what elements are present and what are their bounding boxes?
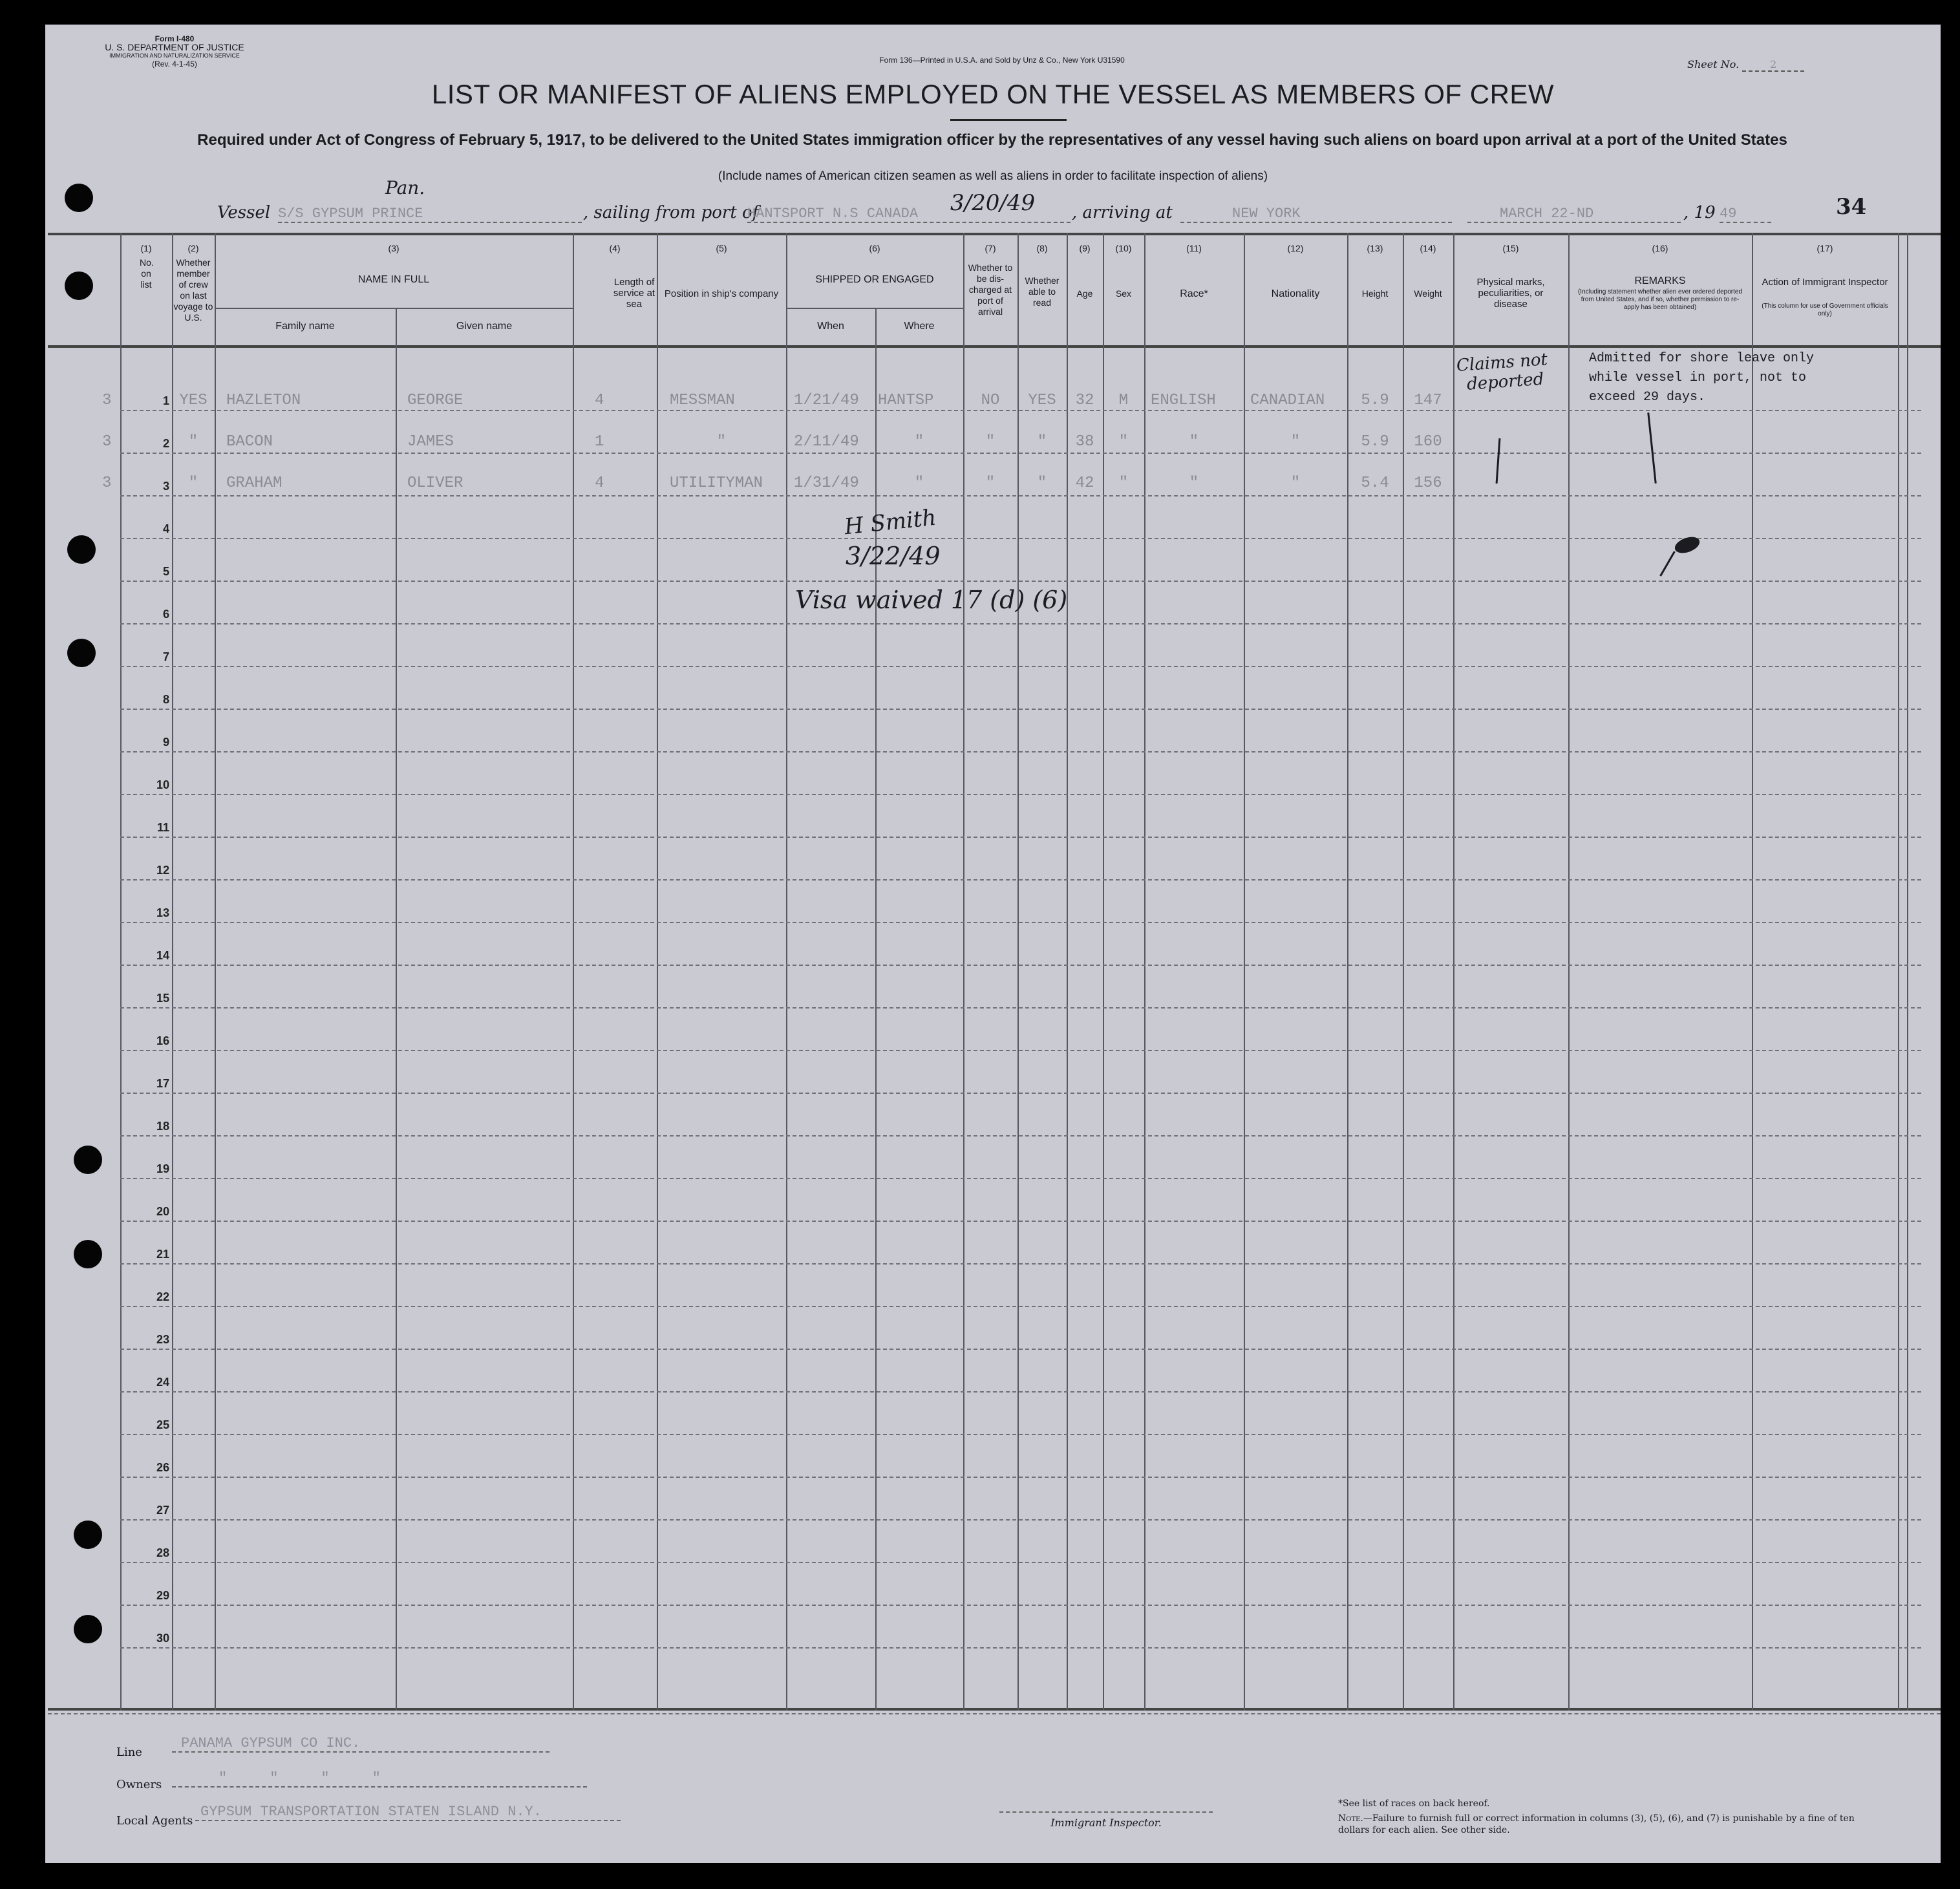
nationality-cell: "	[1290, 475, 1301, 492]
remarks-line: Admitted for shore leave only	[1589, 351, 1815, 366]
vessel-value: S/S GYPSUM PRINCE	[278, 206, 582, 223]
shipped-when-cell: 1/21/49	[794, 392, 859, 409]
owners-value: " " " "	[172, 1770, 587, 1788]
remarks-typed	[1589, 349, 1814, 407]
agency-name: U. S. DEPARTMENT OF JUSTICE	[105, 42, 244, 52]
page-stamp: 34	[1836, 194, 1867, 220]
column-number: (16)	[1652, 243, 1668, 253]
column-header-nationality: Nationality	[1271, 288, 1320, 299]
binder-hole	[65, 184, 93, 212]
shipped-where-cell: "	[914, 433, 924, 451]
row-rule	[120, 1605, 1921, 1606]
given-name-cell: GEORGE	[407, 392, 463, 409]
binder-hole	[67, 639, 96, 667]
row-number: 30	[156, 1632, 169, 1645]
column-header-last-voyage: Whether member of crew on last voyage to U.S.	[173, 257, 213, 323]
sex-cell: "	[1118, 475, 1129, 492]
agents-value: GYPSUM TRANSPORTATION STATEN ISLAND N.Y.	[195, 1804, 621, 1821]
column-header-family-name: Family name	[275, 321, 335, 332]
row-prefix: 3	[102, 392, 112, 409]
discharged-cell: "	[985, 433, 996, 451]
inspector-signature-line	[999, 1811, 1213, 1813]
last-voyage-cell: YES	[179, 392, 208, 409]
sailing-annotation: 3/20/49	[950, 190, 1036, 216]
note-text: —Failure to furnish full or correct information in columns (3), (5), (6), and (7) is punishable by a fine of ten dollars for each alien. See other side.	[1338, 1813, 1855, 1835]
binder-hole	[74, 1146, 102, 1174]
service-cell: 4	[595, 392, 604, 409]
column-divider	[1144, 233, 1145, 1711]
visa-waived-note: Visa waived 17 (d) (6)	[795, 586, 1068, 614]
discharged-cell: NO	[981, 392, 1000, 409]
height-cell: 5.4	[1361, 475, 1389, 492]
weight-cell: 147	[1414, 392, 1442, 409]
row-rule	[120, 965, 1921, 966]
last-voyage-cell: "	[188, 433, 198, 451]
row-rule	[120, 794, 1921, 795]
row-number: 20	[156, 1205, 169, 1218]
column-number: (12)	[1287, 243, 1304, 253]
column-header-inspector-action: Action of Immigrant Inspector	[1762, 277, 1888, 288]
column-number: (1)	[140, 243, 152, 253]
position-cell: "	[716, 433, 727, 451]
family-name-cell: BACON	[226, 433, 273, 451]
weight-cell: 156	[1414, 475, 1442, 492]
row-number: 29	[156, 1589, 169, 1602]
form-title: LIST OR MANIFEST OF ALIENS EMPLOYED ON THE VESSEL AS MEMBERS OF CREW	[431, 79, 1555, 109]
row-rule	[120, 1178, 1921, 1179]
row-number: 10	[156, 778, 169, 791]
column-divider	[1907, 233, 1908, 1711]
printer-line: Form 136—Printed in U.S.A. and Sold by Unz & Co., New York U31590	[879, 56, 1125, 65]
column-header-height: Height	[1361, 288, 1389, 299]
row-number: 8	[162, 693, 169, 706]
shipped-when-cell: 2/11/49	[794, 433, 859, 451]
row-number: 22	[156, 1290, 169, 1303]
form-identification	[91, 35, 259, 69]
race-cell: "	[1189, 433, 1199, 451]
row-number: 18	[156, 1120, 169, 1133]
vessel-label: Vessel	[217, 203, 271, 222]
form-number: Form I-480	[154, 34, 195, 43]
column-header-race: Race*	[1180, 288, 1208, 299]
column-divider	[1244, 233, 1245, 1711]
form-subtitle: Required under Act of Congress of February 5, 1917, to be delivered to the United States immigration officer by the representatives of any vessel having such aliens on board upon arrival at a port of the United States	[197, 131, 1787, 149]
row-rule	[120, 538, 1921, 539]
arriving-value: NEW YORK	[1180, 206, 1452, 223]
row-number: 19	[156, 1162, 169, 1175]
row-number: 12	[156, 864, 169, 877]
row-number: 2	[162, 437, 169, 450]
column-divider	[172, 233, 173, 1711]
row-number: 26	[156, 1461, 169, 1474]
column-number: (2)	[187, 243, 199, 253]
inspector-signature-date: 3/22/49	[846, 542, 941, 570]
row-number: 3	[162, 480, 169, 493]
row-rule	[120, 666, 1921, 667]
column-divider	[573, 233, 574, 1711]
discharged-cell: "	[985, 475, 996, 492]
column-divider	[1752, 233, 1753, 1711]
sheet-label: Sheet No.	[1687, 58, 1740, 70]
physical-marks-line: deported	[1466, 369, 1545, 394]
column-number: (11)	[1186, 243, 1202, 253]
column-number: (10)	[1115, 243, 1132, 253]
row-prefix: 3	[102, 433, 112, 451]
row-rule	[120, 879, 1921, 880]
row-number: 7	[162, 650, 169, 663]
column-number: (8)	[1036, 243, 1048, 253]
service-cell: 1	[595, 433, 604, 451]
footer-rule	[48, 1713, 1941, 1716]
column-header-remarks: REMARKS	[1634, 275, 1686, 286]
column-header-where: Where	[904, 321, 935, 332]
binder-hole	[67, 535, 96, 564]
column-header-age: Age	[1076, 288, 1093, 299]
shipped-when-cell: 1/31/49	[794, 475, 859, 492]
column-number: (17)	[1816, 243, 1833, 253]
column-divider	[396, 308, 397, 1711]
column-divider	[1017, 233, 1019, 1711]
column-divider	[1067, 233, 1068, 1711]
row-number: 5	[162, 565, 169, 578]
column-header-discharged: Whether to be dis-charged at port of arrival	[968, 262, 1013, 317]
arrival-date-value: MARCH 22-ND	[1467, 206, 1681, 223]
race-cell: ENGLISH	[1151, 392, 1216, 409]
year-prefix: , 19	[1683, 203, 1716, 222]
row-rule	[120, 1434, 1921, 1435]
weight-cell: 160	[1414, 433, 1442, 451]
row-number: 4	[162, 522, 169, 535]
column-number: (3)	[388, 243, 399, 253]
column-divider	[1898, 233, 1899, 1711]
row-rule	[120, 1050, 1921, 1051]
header-bottom-rule	[48, 345, 1941, 348]
column-header-name-in-full: NAME IN FULL	[357, 274, 430, 285]
column-header-physical-marks: Physical marks, peculiarities, or disease	[1476, 277, 1545, 310]
column-divider	[657, 233, 658, 1711]
column-number: (13)	[1367, 243, 1383, 253]
column-divider	[1347, 233, 1348, 1711]
given-name-cell: JAMES	[407, 433, 454, 451]
row-rule	[120, 1263, 1921, 1265]
binder-hole	[74, 1240, 102, 1268]
column-divider	[1453, 233, 1454, 1711]
height-cell: 5.9	[1361, 392, 1389, 409]
form-revision: (Rev. 4-1-45)	[152, 59, 197, 69]
column-divider	[1568, 233, 1570, 1711]
row-rule	[120, 1221, 1921, 1222]
column-divider	[215, 233, 216, 1711]
inspector-label: Immigrant Inspector.	[1050, 1817, 1162, 1829]
given-name-cell: OLIVER	[407, 475, 463, 492]
row-rule	[120, 495, 1921, 496]
column-header-no-on-list: No. on list	[140, 257, 154, 290]
owners-label: Owners	[116, 1778, 162, 1791]
shipped-where-cell: "	[914, 475, 924, 492]
row-rule	[120, 1306, 1921, 1307]
column-number: (14)	[1420, 243, 1436, 253]
line-label: Line	[116, 1745, 142, 1759]
ink-stroke	[1659, 551, 1676, 577]
height-cell: 5.9	[1361, 433, 1389, 451]
column-header-position: Position in ship's company	[664, 288, 779, 299]
row-rule	[120, 1562, 1921, 1563]
row-number: 17	[156, 1077, 169, 1090]
family-name-cell: GRAHAM	[226, 475, 282, 492]
row-rule	[120, 1647, 1921, 1649]
column-header-length-of-service: Length of service at sea	[613, 277, 655, 310]
binder-hole	[65, 272, 93, 300]
row-rule	[120, 623, 1921, 624]
row-rule	[120, 1135, 1921, 1137]
row-number: 13	[156, 906, 169, 919]
row-number: 28	[156, 1546, 169, 1559]
remarks-line: while vessel in port, not to	[1589, 370, 1807, 385]
column-header-able-to-read: Whether able to read	[1025, 275, 1060, 308]
binder-hole	[74, 1615, 102, 1643]
line-value: PANAMA GYPSUM CO INC.	[172, 1735, 549, 1753]
row-number: 16	[156, 1034, 169, 1047]
row-number: 27	[156, 1504, 169, 1517]
column-divider	[1403, 233, 1404, 1711]
service-cell: 4	[595, 475, 604, 492]
column-number: (4)	[609, 243, 621, 253]
row-rule	[120, 709, 1921, 710]
column-header-remarks-note: (Including statement whether alien ever ordered deported from United States, and if so, whether permission to re-apply has been obtained)	[1577, 288, 1743, 311]
remarks-line: exceed 29 days.	[1589, 390, 1706, 405]
row-prefix: 3	[102, 475, 112, 492]
manifest-sheet	[45, 25, 1941, 1863]
able-to-read-cell: YES	[1028, 392, 1056, 409]
row-number: 23	[156, 1333, 169, 1346]
race-cell: "	[1189, 475, 1199, 492]
service-name: IMMIGRATION AND NATURALIZATION SERVICE	[109, 52, 240, 59]
row-rule	[120, 1349, 1921, 1350]
able-to-read-cell: "	[1037, 433, 1047, 451]
row-number: 6	[162, 608, 169, 621]
row-rule	[120, 1477, 1921, 1478]
row-rule	[120, 410, 1921, 411]
family-name-cell: HAZLETON	[226, 392, 301, 409]
table-top-rule	[48, 233, 1941, 235]
form-subnote: (Include names of American citizen seamen as well as aliens in order to facilitate inspection of aliens)	[718, 169, 1268, 183]
column-header-when: When	[817, 321, 844, 332]
physical-marks-note	[1456, 350, 1550, 395]
nationality-cell: CANADIAN	[1250, 392, 1325, 409]
column-number: (5)	[716, 243, 727, 253]
vessel-annotation: Pan.	[385, 177, 425, 198]
column-divider	[120, 233, 122, 1711]
year-value: 49	[1720, 206, 1771, 223]
column-number: (7)	[985, 243, 996, 253]
agents-label: Local Agents	[116, 1814, 193, 1828]
column-number: (6)	[869, 243, 880, 253]
table-bottom-rule	[48, 1708, 1941, 1711]
column-header-shipped-or-engaged: SHIPPED OR ENGAGED	[815, 274, 934, 285]
position-cell: MESSMAN	[670, 392, 735, 409]
column-divider	[1103, 233, 1104, 1711]
sailing-value: HANTSPORT N.S CANADA	[747, 206, 1071, 223]
sheet-number: 2	[1742, 58, 1804, 72]
column-header-sex: Sex	[1115, 288, 1132, 299]
row-number: 14	[156, 949, 169, 962]
row-number: 25	[156, 1418, 169, 1431]
row-number: 9	[162, 736, 169, 749]
last-voyage-cell: "	[188, 475, 198, 492]
row-rule	[120, 1093, 1921, 1094]
races-note: *See list of races on back hereof.	[1338, 1798, 1490, 1809]
row-rule	[120, 1519, 1921, 1521]
row-rule	[120, 581, 1921, 582]
arriving-label: , arriving at	[1072, 203, 1173, 222]
position-cell: UTILITYMAN	[670, 475, 763, 492]
age-cell: 38	[1075, 433, 1094, 451]
row-rule	[120, 1007, 1921, 1009]
name-subheader-rule	[215, 308, 573, 309]
column-number: (15)	[1502, 243, 1519, 253]
column-header-inspector-note: (This column for use of Government officials only)	[1762, 303, 1888, 317]
row-rule	[120, 751, 1921, 752]
sex-cell: "	[1118, 433, 1129, 451]
age-cell: 32	[1075, 392, 1094, 409]
nationality-cell: "	[1290, 433, 1301, 451]
row-number: 1	[162, 394, 169, 407]
shipped-subheader-rule	[786, 308, 963, 309]
row-number: 15	[156, 992, 169, 1005]
row-rule	[120, 1391, 1921, 1393]
row-number: 24	[156, 1376, 169, 1389]
column-divider	[786, 233, 787, 1711]
row-number: 21	[156, 1248, 169, 1261]
row-rule	[120, 922, 1921, 923]
column-number: (9)	[1079, 243, 1091, 253]
ditto-stroke	[1647, 412, 1656, 484]
row-number: 11	[156, 821, 169, 834]
column-header-given-name: Given name	[456, 321, 513, 332]
binder-hole	[74, 1521, 102, 1549]
sheet-number-label	[1687, 58, 1804, 72]
physical-marks-line: Claims not	[1456, 350, 1548, 376]
shipped-where-cell: HANTSP	[878, 392, 934, 409]
row-rule	[120, 837, 1921, 838]
column-header-weight: Weight	[1414, 288, 1442, 299]
ink-blot	[1672, 534, 1701, 556]
footer-note	[1338, 1813, 1855, 1836]
inspector-signature: H Smith	[843, 504, 938, 540]
sex-cell: M	[1118, 392, 1129, 409]
sailing-label: , sailing from port of	[583, 203, 759, 222]
title-rule	[950, 119, 1067, 121]
age-cell: 42	[1075, 475, 1094, 492]
able-to-read-cell: "	[1037, 475, 1047, 492]
column-divider	[963, 233, 964, 1711]
ditto-stroke	[1496, 438, 1501, 484]
note-label: Note.	[1338, 1813, 1363, 1824]
